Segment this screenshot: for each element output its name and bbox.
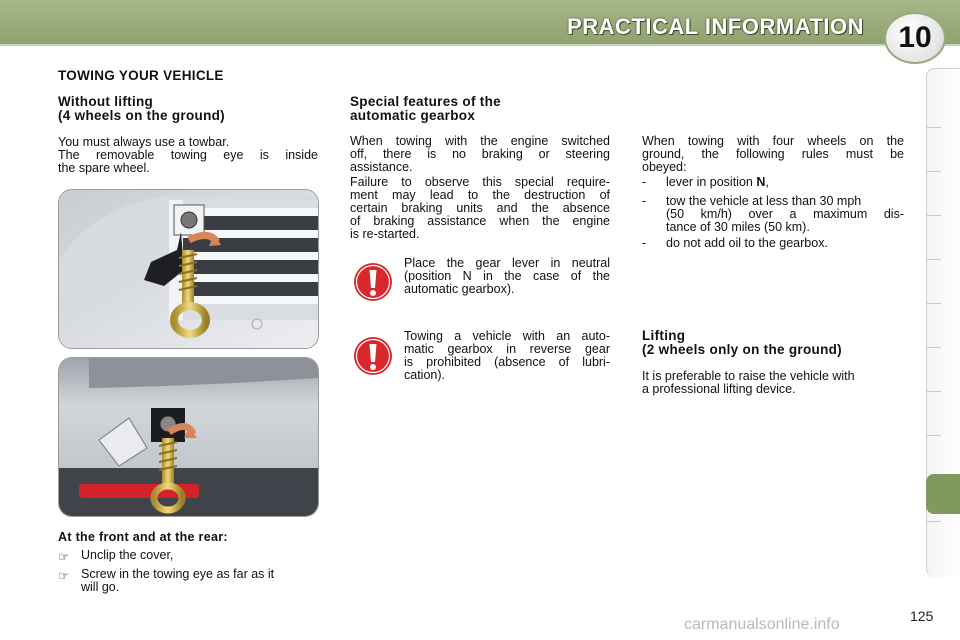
failure-warning-text: Failure to observe this special require- ment may lead to the destruction of certain braking units and the absence of braking assistance when the engine is re-started. <box>350 175 610 241</box>
heading-lifting: Lifting (2 wheels only on the ground) <box>642 328 842 357</box>
pointing-hand-icon: ☞ <box>58 569 70 583</box>
tab-divider <box>927 171 941 172</box>
unclip-cover-step: Unclip the cover, <box>81 548 174 562</box>
tab-divider <box>927 435 941 436</box>
towing-rules-intro: When towing with four wheels on the ground, the following rules must be obeyed: <box>642 134 904 174</box>
heading-without-lifting: Without lifting (4 wheels on the ground) <box>58 94 225 123</box>
reverse-gear-warning: Towing a vehicle with an auto- matic gearbox in reverse gear is prohibited (absence of lubri- cation). <box>404 329 610 382</box>
tab-divider <box>927 303 941 304</box>
rule-lever-position: lever in position N, <box>666 175 769 189</box>
tab-divider <box>927 521 941 522</box>
page-number: 125 <box>910 608 934 624</box>
towbar-text: You must always use a towbar. <box>58 135 230 149</box>
tab-divider <box>927 127 941 128</box>
lifting-text: It is preferable to raise the vehicle with a professional lifting device. <box>642 369 855 396</box>
active-chapter-tab[interactable] <box>926 474 960 514</box>
front-rear-heading: At the front and at the rear: <box>58 530 228 544</box>
pointing-hand-icon: ☞ <box>58 550 70 564</box>
tab-divider <box>927 259 941 260</box>
exclamation-icon <box>353 336 393 376</box>
heading-automatic-gearbox: Special features of the automatic gearbox <box>350 94 501 123</box>
front-towing-eye-photo <box>58 189 319 349</box>
tab-divider <box>927 391 941 392</box>
chapter-title: PRACTICAL INFORMATION <box>567 14 864 39</box>
rule-dash: - <box>642 175 647 189</box>
screw-eye-step: Screw in the towing eye as far as it will go. <box>81 567 275 594</box>
neutral-gear-warning: Place the gear lever in neutral (position N in the case of the automatic gearbox). <box>404 256 610 296</box>
towing-eye-text: The removable towing eye is inside the spare wheel. <box>58 148 318 175</box>
rule-no-oil: do not add oil to the gearbox. <box>666 236 828 250</box>
rear-towing-eye-photo <box>58 357 319 517</box>
rule-speed-distance: tow the vehicle at less than 30 mph (50 km/h) over a maximum dis- tance of 30 miles (50 km). <box>666 194 904 234</box>
rule-dash: - <box>642 236 647 250</box>
tab-divider <box>927 347 941 348</box>
site-watermark: carmanualsonline.info <box>684 616 840 633</box>
engine-off-text: When towing with the engine switched off, there is no braking or steering assistance. <box>350 134 610 174</box>
section-title: TOWING YOUR VEHICLE <box>58 68 224 83</box>
exclamation-icon <box>353 262 393 302</box>
chapter-number-badge: 10 <box>884 12 946 64</box>
tab-divider <box>927 215 941 216</box>
rule-dash: - <box>642 194 647 208</box>
